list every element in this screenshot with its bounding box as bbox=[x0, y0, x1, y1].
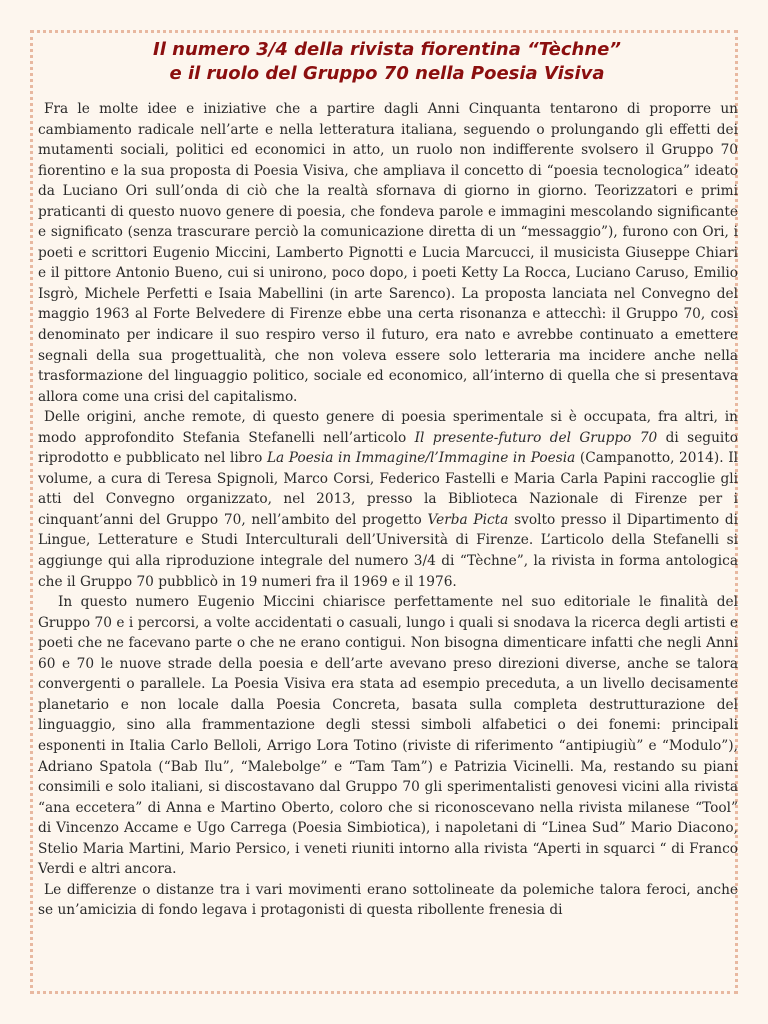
paragraph-1: Fra le molte idee e iniziative che a partire dagli Anni Cinquanta tentarono di proporre un cambiamento radicale nell’arte e nella letteratura italiana, seguendo o prolungando gli effetti dei mutamenti sociali, politici ed economici in atto, un ruolo non indifferente svolsero il Gruppo 70 fiorentino e la sua proposta di Poesia Visiva, che ampliava il concetto di “poesia tecnologica” ideato da Luciano Ori sull’onda di ciò che la realtà sfornava di giorno in giorno. Teorizzatori e primi praticanti di questo nuovo genere di poesia, che fondeva parole e immagini mescolando significante e significato (senza trascurare perciò la comunicazione diretta di un “messaggio”), furono con Ori, i poeti e scrittori Eugenio Miccini, Lamberto Pignotti e Lucia Marcucci, il musicista Giuseppe Chiari e il pittore Antonio Bueno, cui si unirono, poco dopo, i poeti Ketty La Rocca, Luciano Caruso, Emilio Isgrò, Michele Perfetti e Isaia Mabellini (in arte Sarenco). La proposta lanciata nel Convegno del maggio 1963 al Forte Belvedere di Firenze ebbe una certa risonanza e attecchì: il Gruppo 70, così denominato per indicare il suo respiro verso il futuro, era nato e avrebbe continuato a emettere segnali della sua progettualità, che non voleva essere solo letteraria ma incidere anche nella trasformazione del linguaggio politico, sociale ed economico, all’interno di quella che si presentava allora come una crisi del capitalismo. bbox=[38, 101, 738, 405]
paragraph-2-text-e: (Campanotto, 2014). Il volume, a cura di Teresa Spignoli, Marco Corsi, Federico Fastelli e Maria Carla Papini raccoglie gli atti del Convegno organizzato, nel 2013, presso la Biblioteca Nazionale di Firenze per i cinquant’anni del Gruppo 70, nell’ambito del progetto bbox=[38, 450, 738, 528]
article-title-line-2: e il ruolo del Gruppo 70 nella Poesia Visiva bbox=[169, 63, 605, 84]
article-page bbox=[30, 30, 738, 994]
article-title-ref: Il presente-futuro del Gruppo 70 bbox=[414, 429, 658, 446]
project-title-ref: Verba Picta bbox=[427, 511, 509, 528]
book-title-ref: La Poesia in Immagine/l’Immagine in Poesia bbox=[266, 450, 576, 467]
paragraph-2-text-a: Delle origini, anche remote, di questo genere di poesia sperimentale si è occupata, fra altri, in modo approfondito Stefania Stefanelli nell’articolo bbox=[38, 409, 738, 446]
paragraph-3: In questo numero Eugenio Miccini chiarisce perfettamente nel suo editoriale le finalità del Gruppo 70 e i percorsi, a volte accidentati o casuali, lungo i quali si snodava la ricerca degli artisti e poeti che ne facevano parte o che ne erano contigui. Non bisogna dimenticare infatti che negli Anni 60 e 70 le nuove strade della poesia e dell’arte avevano preso direzioni diverse, anche se talora convergenti o parallele. La Poesia Visiva era stata ad esempio preceduta, a un livello decisamente planetario e non locale dalla Poesia Concreta, basata sulla completa destrutturazione del linguaggio, sino alla frammentazione degli stessi simboli alfabetici o dei fonemi: principali esponenti in Italia Carlo Belloli, Arrigo Lora Totino (riviste di riferimento “antipiugiù” e “Modulo”), Adriano Spatola (“Bab Ilu”, “Malebolge” e “Tam Tam”) e Patrizia Vicinelli. Ma, restando su piani consimili e solo italiani, si discostavano dal Gruppo 70 gli sperimentalisti genovesi vicini alla rivista “ana eccetera” di Anna e Martino Oberto, coloro che si riconoscevano nella rivista milanese “Tool” di Vincenzo Accame e Ugo Carrega (Poesia Simbiotica), i napoletani di “Linea Sud” Mario Diacono, Stelio Maria Martini, Mario Persico, i veneti riuniti intorno alla rivista “Aperti in squarci “ di Franco Verdi e altri ancora. bbox=[38, 594, 738, 878]
article-body bbox=[38, 99, 738, 921]
paragraph-4: Le differenze o distanze tra i vari movimenti erano sottolineate da polemiche talora feroci, anche se un’amicizia di fondo legava i protagonisti di questa ribollente frenesia di bbox=[38, 881, 738, 919]
paragraph-2 bbox=[38, 407, 738, 592]
paragraph-2-text-g: svolto presso il Dipartimento di Lingue, Letterature e Studi Interculturali dell’Università di Firenze. L’articolo della Stefanelli si aggiunge qui alla riproduzione integrale del numero 3/4 di “Tèchne”, la rivista in forma antologica che il Gruppo 70 pubblicò in 19 numeri fra il 1969 e il 1976. bbox=[38, 511, 738, 590]
paragraph-2-text-c: di seguito riprodotto e pubblicato nel libro bbox=[38, 429, 738, 467]
article-title-line-1: Il numero 3/4 della rivista fiorentina “Tèchne” bbox=[153, 39, 621, 60]
